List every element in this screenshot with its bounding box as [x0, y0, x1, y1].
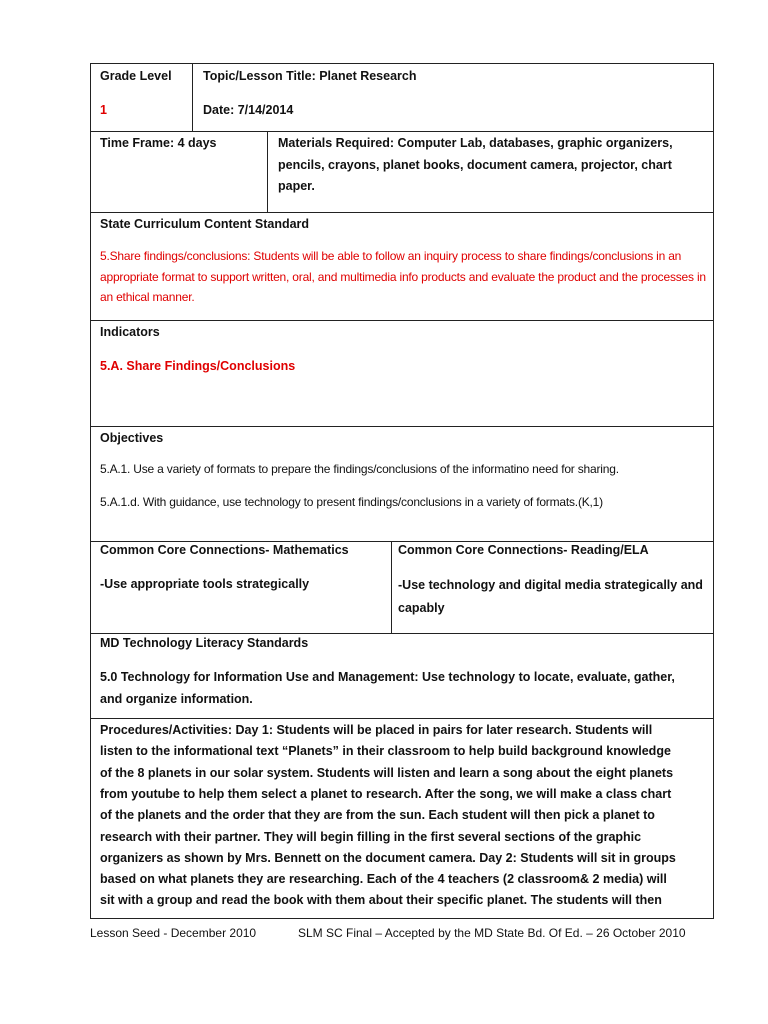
common-core-row [91, 542, 713, 634]
time-materials-row [91, 132, 713, 213]
procedures-line: organizers as shown by Mrs. Bennett on the document camera. Day 2: Students will sit in groups [100, 850, 676, 865]
topic-cell [192, 64, 713, 131]
topic-title: Topic/Lesson Title: Planet Research [203, 69, 417, 83]
procedures-line: from youtube to help them select a planet to research. After the song, we will make a class chart [100, 786, 672, 801]
procedures-line: research with their partner. They will begin filling in the first several sections of the graphic [100, 829, 642, 844]
footer-right: SLM SC Final – Accepted by the MD State Bd. Of Ed. – 26 October 2010 [298, 926, 686, 940]
standard-row [91, 213, 713, 321]
math-cell [91, 542, 391, 633]
procedures-line: listen to the informational text “Planets” in their classroom to help build background knowledge [100, 744, 671, 759]
procedures-line: Procedures/Activities: Day 1: Students will be placed in pairs for later research. Students will [100, 723, 653, 737]
procedures-line: of the 8 planets in our solar system. Students will listen and learn a song about the eight planets [100, 765, 674, 780]
header-row [91, 64, 713, 132]
indicators-label: Indicators [100, 325, 160, 339]
ela-text: -Use technology and digital media strategically and capably [398, 578, 703, 615]
objective-item: 5.A.1. Use a variety of formats to prepare the findings/conclusions of the informatino need for sharing. [100, 462, 619, 476]
standard-label: State Curriculum Content Standard [100, 217, 310, 231]
math-text: -Use appropriate tools strategically [100, 577, 310, 591]
objectives-label: Objectives [100, 431, 164, 445]
md-tech-row [91, 634, 713, 719]
indicators-row [91, 321, 713, 427]
md-tech-text: 5.0 Technology for Information Use and Management: Use technology to locate, evaluate, gather, and organize information. [100, 670, 675, 706]
objective-item: 5.A.1.d. With guidance, use technology to present findings/conclusions in a variety of formats.(K,1) [100, 495, 603, 509]
procedures-line: based on what planets they are researching. Each of the 4 teachers (2 classroom& 2 media) will [100, 872, 667, 887]
grade-label: Grade Level [100, 69, 172, 83]
md-tech-label: MD Technology Literacy Standards [100, 636, 309, 650]
materials-text: Materials Required: Computer Lab, databases, graphic organizers, pencils, crayons, planet books, document camera, projector, chart paper. [278, 136, 673, 193]
grade-cell [91, 64, 192, 131]
procedures-line: of the planets and the order that they are from the sun. Each student will then pick a planet to [100, 808, 655, 823]
lesson-date: Date: 7/14/2014 [203, 103, 294, 117]
objectives-row [91, 427, 713, 542]
grade-value: 1 [100, 103, 107, 117]
indicators-text: 5.A. Share Findings/Conclusions [100, 359, 296, 373]
ela-cell [391, 542, 713, 633]
footer-left: Lesson Seed - December 2010 [90, 926, 257, 940]
standard-text: 5.Share findings/conclusions: Students will be able to follow an inquiry process to share findings/conclusions in an appropriate format to support written, oral, and multimedia info products and evaluate the product and the processes in an ethical manner. [100, 249, 706, 304]
procedures-line: sit with a group and read the book with them about their specific planet. The students will then [100, 893, 662, 908]
ela-label: Common Core Connections- Reading/ELA [398, 543, 649, 557]
materials-cell [267, 132, 713, 212]
procedures-row [91, 719, 713, 919]
time-frame: Time Frame: 4 days [100, 136, 217, 150]
time-frame-cell [91, 132, 267, 212]
lesson-plan-table [90, 63, 714, 919]
math-label: Common Core Connections- Mathematics [100, 543, 349, 557]
